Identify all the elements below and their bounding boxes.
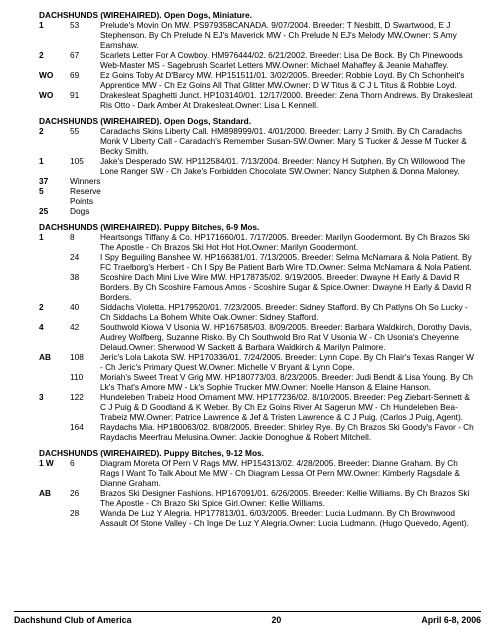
summary-label: Points	[70, 196, 94, 206]
summary-row	[39, 206, 475, 216]
entry-text: Heartsongs Tiffany & Co. HP171660/01. 7/17/2005. Breeder: Marilyn Goodermont. By Ch Brazos Ski The Apostle - Ch Brazos Ski Hot Hot Hot.Owner: Marilyn Goodermont.	[100, 232, 470, 252]
entry-number: 67	[70, 50, 80, 60]
entry-row	[39, 302, 475, 322]
entry-text: Siddachs Violetta. HP179520/01. 7/23/2005. Breeder: Sidney Stafford. By Ch Patlyns Oh So Lucky - Ch Siddachs La Bohem White Oak.Owner: Sidney Stafford.	[100, 302, 468, 322]
entry-placement: AB	[39, 352, 51, 362]
entry-row	[39, 126, 475, 156]
entry-placement: WO	[39, 90, 54, 100]
class-heading: DACHSHUNDS (WIREHAIRED). Puppy Bitches, 9-12 Mos.	[39, 448, 264, 458]
entry-row	[39, 458, 475, 488]
entry-number: 122	[70, 392, 84, 402]
class-heading: DACHSHUNDS (WIREHAIRED). Open Dogs, Standard.	[39, 116, 252, 126]
entry-number: 69	[70, 70, 80, 80]
entry-number: 91	[70, 90, 80, 100]
summary-row	[39, 176, 475, 186]
entry-placement	[39, 372, 70, 392]
entry-row	[39, 90, 475, 110]
entry-text: Ez Goins Toby At D'Barcy MW. HP151511/01. 3/02/2005. Breeder: Robbie Loyd. By Ch Schonheit's Apprentice MW - Ch Ez Goins All That Glitter MW.Owner: D W Titus & C J L Titus & Robbie Loyd.	[100, 70, 465, 90]
entry-placement: 2	[39, 50, 44, 60]
entry-row	[39, 392, 475, 422]
entry-text: Raydachs Mia. HP180063/02. 8/08/2005. Breeder: Shirley Rye. By Ch Brazos Ski Goody's Favor - Ch Raydachs Meerfrau Melusina.Owner: Jackie Donoghue & Robert Mitchell.	[100, 422, 474, 442]
entry-row	[39, 322, 475, 352]
footer-date: April 6-8, 2006	[421, 615, 481, 625]
catalog-content	[39, 10, 475, 528]
entry-text: Diagram Moreta Of Pern V Rags MW. HP154313/02. 4/28/2005. Breeder: Dianne Graham. By Ch Rags I Want To Talk About Me MW - Ch Diagram Lessa Of Pern MW.Owner: Kimberly Ragsdale & Dianne Graham.	[100, 458, 460, 488]
entry-row	[39, 352, 475, 372]
footer-club-name: Dachshund Club of America	[14, 615, 132, 625]
entry-row	[39, 272, 475, 302]
class-heading: DACHSHUNDS (WIREHAIRED). Puppy Bitches, 6-9 Mos.	[39, 222, 260, 232]
entry-text: Wanda De Luz Y Alegria. HP177813/01. 6/03/2005. Breeder: Lucia Ludmann. By Ch Brownwood Assault Of Stone Valley - Ch Inge De Luz Y Alegria.Owner: Lucia Ludmann. (Hugo Quevedo, Agent).	[100, 508, 469, 528]
page-footer	[14, 611, 481, 626]
entry-text: Scarlets Letter For A Cowboy. HM976444/02. 6/21/2002. Breeder: Lisa De Bock. By Ch Pinewoods Web-Master MS - Sagebrush Scarlet Letters MW.Owner: Michael Mahaffey & Jeanie Mahaffey.	[100, 50, 463, 70]
entry-text: Prelude's Movin On MW. PS979358CANADA. 9/07/2004. Breeder: T Nesbitt, D Swartwood, E J Stephenson. By Ch Prelude N EJ's Maverick MW - Ch Prelude N EJ's Melody MW.Owner: S Amy Earnshaw.	[100, 20, 457, 50]
entry-placement: 1	[39, 232, 44, 242]
summary-row	[39, 196, 475, 206]
entry-text: Moriah's Sweet Treat V Grig MW. HP180773/03. 8/23/2005. Breeder: Judi Bendt & Lisa Young. By Ch Lk's That's Amore MW - Lk's Sophie Trucker MW.Owner: Noelle Hanson & Elaine Hanson.	[100, 372, 473, 392]
summary-count: 25	[39, 206, 49, 216]
entry-text: Hundeleben Trabeiz Hood Ornament MW. HP177236/02. 8/10/2005. Breeder: Peg Ziebart-Sennett & C J Puig & D Goodland & K Weber. By Ch Ez Goins River At Sagerun MW - Ch Hundeleben Bea-Trabeiz MW.Owner: Patrice Lawrence & Jef & Tristen Lawrence & C J Puig. (Carlos J Puig, Agent).	[100, 392, 470, 422]
summary-count: 5	[39, 186, 44, 196]
entry-row	[39, 232, 475, 252]
entry-number: 6	[70, 458, 75, 468]
entry-number: 55	[70, 126, 80, 136]
entry-number: 38	[70, 272, 80, 282]
class-section	[39, 116, 475, 216]
entry-number: 164	[70, 422, 84, 432]
entry-row	[39, 50, 475, 70]
entry-placement: 1	[39, 20, 44, 30]
entry-number: 42	[70, 322, 80, 332]
entry-row	[39, 252, 475, 272]
entry-number: 108	[70, 352, 84, 362]
entry-row	[39, 70, 475, 90]
summary-label: Reserve	[70, 186, 101, 196]
entry-number: 105	[70, 156, 84, 166]
class-section	[39, 222, 475, 442]
entry-placement: WO	[39, 70, 54, 80]
footer-page-number: 20	[271, 615, 282, 625]
summary-count: 37	[39, 176, 49, 186]
entry-placement: 2	[39, 126, 44, 136]
entry-text: I Spy Beguiling Banshee W. HP166381/01. 7/13/2005. Breeder: Selma McNamara & Nola Patient. By FC Traelborg's Herbert - Ch I Spy Be Patient Barb Wire TD.Owner: Selma McNamara & Nola Patient.	[100, 252, 472, 272]
entry-placement	[39, 272, 70, 302]
entry-placement: 3	[39, 392, 44, 402]
entry-row	[39, 422, 475, 442]
entry-number: 110	[70, 372, 84, 382]
class-section	[39, 448, 475, 528]
summary-label: Dogs	[70, 206, 90, 216]
entry-number: 8	[70, 232, 75, 242]
entry-row	[39, 20, 475, 50]
entry-text: Drakesleat Spaghetti Junct. HP103140/01. 12/17/2000. Breeder: Zena Thorn Andrews. By Drakesleat Ris Otto - Dark Amber At Drakesleat.Owner: Lisa L Kennell.	[100, 90, 473, 110]
entry-placement: AB	[39, 488, 51, 498]
entry-text: Jake's Desperado SW. HP112584/01. 7/13/2004. Breeder: Nancy H Sutphen. By Ch Willowood The Lone Ranger SW - Ch Jake's Forbidden Chocolate SW.Owner: Nancy Sutphen & Donna Maloney.	[100, 156, 466, 176]
summary-row	[39, 186, 475, 196]
class-section	[39, 10, 475, 110]
entry-text: Brazos Ski Designer Fashions. HP167091/01. 6/26/2005. Breeder: Kellie Williams. By Ch Brazos Ski The Apostle - Ch Brazo Ski Spice Girl.Owner: Kellie Williams.	[100, 488, 470, 508]
entry-row	[39, 156, 475, 176]
entry-row	[39, 488, 475, 508]
entry-number: 24	[70, 252, 80, 262]
entry-number: 40	[70, 302, 80, 312]
entry-placement	[39, 252, 70, 272]
entry-row	[39, 372, 475, 392]
entry-placement: 1	[39, 156, 44, 166]
entry-text: Jeric's Lola Lakota SW. HP170336/01. 7/24/2005. Breeder: Lynn Cope. By Ch Flair's Texas Ranger W - Ch Jeric's Primary Quest W.Owner: Michelle V Bryant & Lynn Cope.	[100, 352, 474, 372]
entry-text: Scoshire Dach Mini Live Wire MW. HP178735/02. 9/19/2005. Breeder: Dwayne H Early & David R Borders. By Ch Scoshire Famous Amos - Scoshire Sugar & Spice.Owner: Dwayne H Early & David R Borders.	[100, 272, 472, 302]
class-heading: DACHSHUNDS (WIREHAIRED). Open Dogs, Miniature.	[39, 10, 252, 20]
entry-placement	[39, 422, 70, 442]
summary-count	[39, 196, 70, 206]
entry-row	[39, 508, 475, 528]
summary-label: Winners	[70, 176, 101, 186]
entry-placement: 4	[39, 322, 44, 332]
entry-number: 26	[70, 488, 80, 498]
entry-text: Southwold Kiowa V Usonia W. HP167585/03. 8/09/2005. Breeder: Barbara Waldkirch, Dorothy Davis, Audrey Wolfberg, Suzanne Risko. By Ch Southwold Bro Rat V Usonia W - Ch Usonia's Cheyenne Delaud.Owner: Sherwood W Sackett & Barbara Waldkirch & Marilyn Palmore.	[100, 322, 472, 352]
entry-placement: 1 W	[39, 458, 54, 468]
entry-number: 28	[70, 508, 80, 518]
entry-placement	[39, 508, 70, 528]
entry-number: 53	[70, 20, 80, 30]
entry-placement: 2	[39, 302, 44, 312]
entry-text: Caradachs Skins Liberty Call. HM898999/01. 4/01/2000. Breeder: Larry J Smith. By Ch Caradachs Monk V Liberty Call - Caradach's Remember Susan-SW.Owner: Mary S Tucker & Jesse M Tucker & Becky Smith.	[100, 126, 467, 156]
